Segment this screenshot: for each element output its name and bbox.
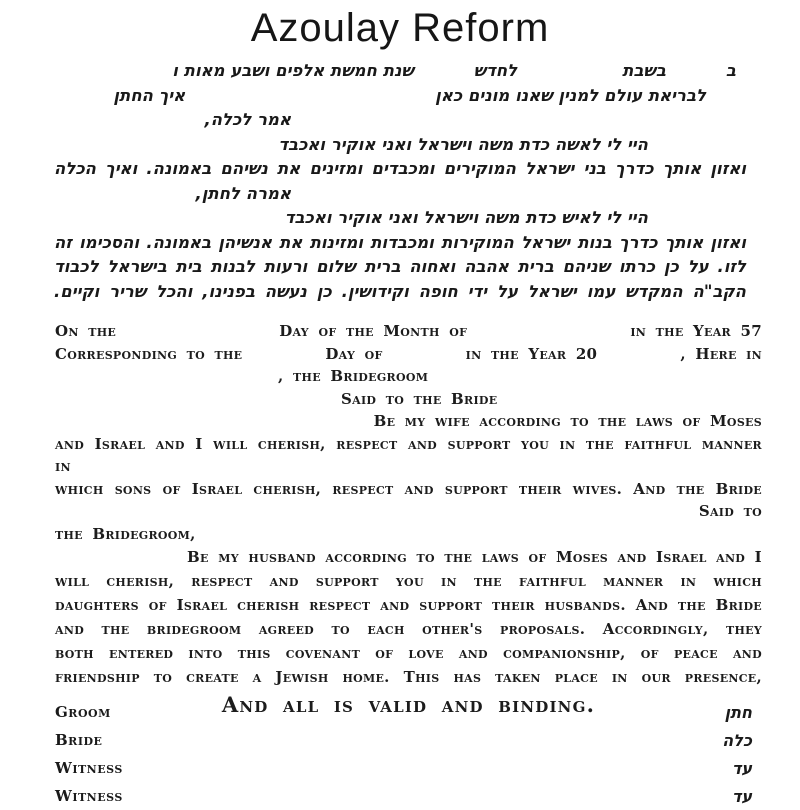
english-text-section xyxy=(55,320,762,718)
bride-vow-line-1: will cherish, respect and support you in the faithful manner in which xyxy=(55,572,762,590)
hebrew-sons-line: ואזון אותך כדרך בני ישראל המוקירים ומכבדים ומזינים את נשיהם באמונה. ואיך הכלה xyxy=(54,159,746,178)
hebrew-valid-line: הקב"ה המקדש עמו ישראל על ידי חופה וקידושין. כן נעשה בפנינו, והכל שריר וקיים. xyxy=(54,281,746,301)
hebrew-groom-phrase: איך החתן xyxy=(113,85,186,105)
day-month-text: Day of the Month of xyxy=(279,322,468,340)
hebrew-day-prefix: ב xyxy=(725,61,736,80)
hebrew-week-word: בשבת xyxy=(622,61,666,80)
agreement-line-2: both entered into this covenant of love and companionship, of peace and xyxy=(55,644,762,662)
signature-section xyxy=(55,698,752,810)
document-title: Azoulay Reform xyxy=(250,6,550,50)
be-my-wife-line: Be my wife according to the laws of Moses xyxy=(373,412,762,430)
day-of-text: Day of xyxy=(325,344,383,363)
agreement-line-3: friendship to create a Jewish home. This has taken place in our presence, xyxy=(55,668,762,686)
english-second-block xyxy=(55,545,762,689)
witness1-label: Witness xyxy=(55,759,123,777)
said-to-bride-line: Said to the Bride xyxy=(341,389,498,408)
witness2-label: Witness xyxy=(55,787,123,805)
bride-hebrew-label: כלה xyxy=(722,730,752,750)
on-the-text: On the xyxy=(55,322,117,340)
said-to-text: Said to xyxy=(698,502,762,520)
witness1-signature-row xyxy=(55,754,752,782)
groom-vow-line-2: which sons of Israel cherish, respect and support their wives. And the Bride xyxy=(55,479,762,498)
hebrew-date-line xyxy=(54,59,736,84)
here-in-text: , Here in xyxy=(680,344,762,363)
hebrew-be-my-wife-line: היי לי לאשה כדת משה וישראל ואני אוקיר ואכבד xyxy=(278,134,648,154)
hebrew-covenant-line: לזו. על כן כרתו שניהם ברית אהבה ואחוה ברית שלום ורעות לבנות בית בישראל לכבוד xyxy=(54,257,746,276)
blank-day-of-week xyxy=(666,75,726,76)
english-corresponding-line xyxy=(55,343,762,366)
year-20-text: in the Year 20 xyxy=(465,344,598,363)
groom-signature-row xyxy=(55,698,752,726)
english-date-line xyxy=(55,320,762,343)
agreement-line-1: and the bridegroom agreed to each other's proposals. Accordingly, they xyxy=(55,620,762,638)
hebrew-said-to-groom-line: אמרה לחתן, xyxy=(195,183,291,203)
groom-vow-line-1: and Israel and I will cherish, respect and support you in the faithful manner in xyxy=(55,434,762,475)
hebrew-year-phrase: שנת חמשת אלפים ושבע מאות ו xyxy=(172,61,414,80)
bride-signature-row xyxy=(55,726,752,754)
hebrew-daughters-line: ואזון אותך כדרך בנות ישראל המוקירות ומכבדות ומזינות את אנשיהן באמונה. והסכימו זה xyxy=(54,232,746,252)
hebrew-said-to-bride-line: אמר לכלה, xyxy=(204,110,291,129)
groom-hebrew-label: חתן xyxy=(724,702,752,722)
corresponding-text: Corresponding to the xyxy=(55,344,243,363)
blank-month-name xyxy=(517,75,622,76)
witness2-signature-row xyxy=(55,782,752,810)
the-bridegroom-text: the Bridegroom, xyxy=(55,524,196,543)
witness1-hebrew-label: עד xyxy=(731,758,752,778)
the-bridegroom-line: , the Bridegroom xyxy=(278,367,429,385)
blank-place-name xyxy=(185,100,435,101)
english-first-block xyxy=(55,320,762,545)
hebrew-place-line xyxy=(54,84,706,109)
hebrew-creation-phrase: לבריאת עולם למנין שאנו מונים כאן xyxy=(435,85,706,105)
hebrew-text-section xyxy=(54,59,746,304)
be-my-husband-line: Be my husband according to the laws of Moses and Israel and I xyxy=(187,548,762,566)
closing-declaration: And all is valid and binding. xyxy=(221,692,596,717)
bride-label: Bride xyxy=(55,731,103,749)
groom-label: Groom xyxy=(55,703,111,721)
blank-year-hebrew xyxy=(414,75,474,76)
hebrew-be-my-husband-line: היי לי לאיש כדת משה וישראל ואני אוקיר ואכבד xyxy=(284,208,648,227)
bride-vow-line-2: daughters of Israel cherish respect and support their husbands. And the Bride xyxy=(55,596,762,614)
year-57-text: in the Year 57 xyxy=(630,322,762,340)
witness2-hebrew-label: עד xyxy=(731,786,752,806)
hebrew-month-word: לחדש xyxy=(473,61,518,80)
